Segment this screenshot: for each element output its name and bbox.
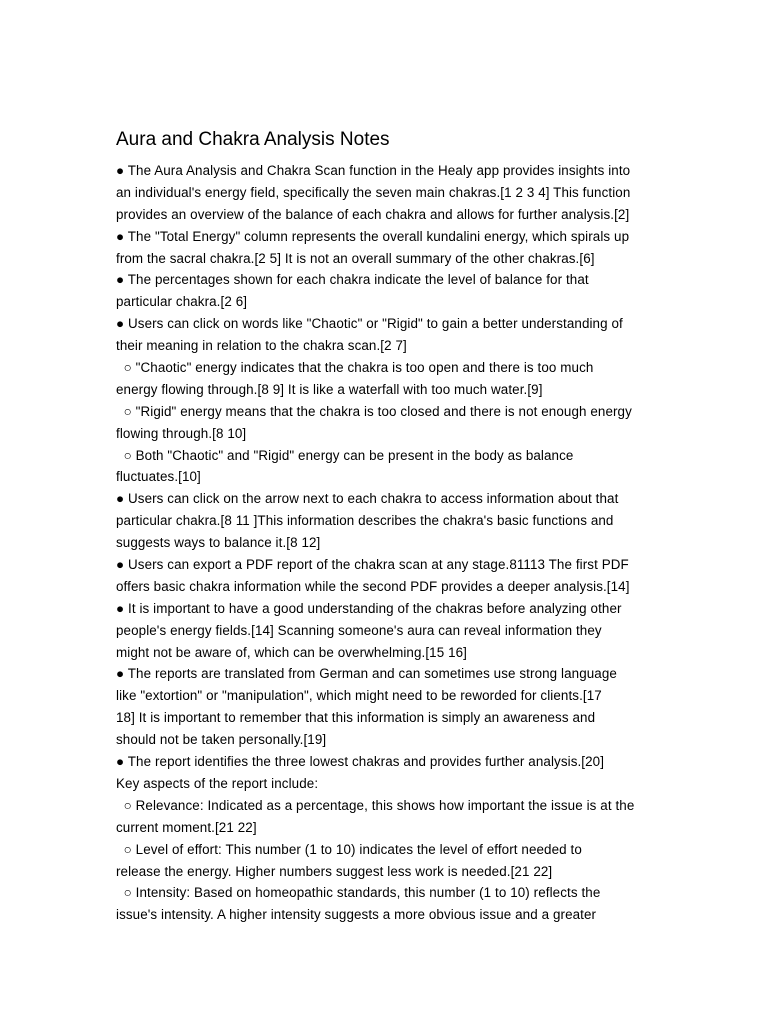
page-title: Aura and Chakra Analysis Notes [116, 129, 390, 150]
text-line: like "extortion" or "manipulation", which might need to be reworded for clients.[17 [116, 688, 602, 704]
text-line: release the energy. Higher numbers suggest less work is needed.[21 22] [116, 863, 553, 879]
text-line: issue's intensity. A higher intensity suggests a more obvious issue and a greater [116, 907, 597, 923]
text-line: ● The reports are translated from German and can sometimes use strong language [116, 666, 617, 682]
text-line: ● It is important to have a good understanding of the chakras before analyzing other [116, 600, 622, 616]
text-line: should not be taken personally.[19] [116, 732, 327, 748]
text-line: 18] It is important to remember that this information is simply an awareness and [116, 710, 596, 726]
text-line: an individual's energy field, specifically the seven main chakras.[1 2 3 4] This function [116, 184, 631, 200]
document-body [116, 128, 661, 926]
text-line: people's energy fields.[14] Scanning someone's aura can reveal information they [116, 622, 602, 638]
text-line: ○ Intensity: Based on homeopathic standards, this number (1 to 10) reflects the [116, 885, 601, 901]
text-line: ● Users can export a PDF report of the chakra scan at any stage.81113 The first PDF [116, 557, 629, 573]
text-line: energy flowing through.[8 9] It is like a waterfall with too much water.[9] [116, 381, 543, 397]
text-line: their meaning in relation to the chakra scan.[2 7] [116, 338, 407, 354]
paragraph-list [116, 160, 661, 926]
text-line: ● Users can click on the arrow next to each chakra to access information about that [116, 491, 619, 507]
text-line: ○ "Rigid" energy means that the chakra is too closed and there is not enough energy [116, 403, 632, 419]
text-line: particular chakra.[2 6] [116, 294, 248, 310]
text-line: fluctuates.[10] [116, 469, 201, 485]
text-line: suggests ways to balance it.[8 12] [116, 535, 321, 551]
text-line: ● The percentages shown for each chakra indicate the level of balance for that [116, 272, 589, 288]
text-line: ● The report identifies the three lowest chakras and provides further analysis.[20] [116, 754, 605, 770]
text-line: ● Users can click on words like "Chaotic" or "Rigid" to gain a better understanding of [116, 316, 623, 332]
text-line: ○ Level of effort: This number (1 to 10) indicates the level of effort needed to [116, 841, 582, 857]
text-line: ● The Aura Analysis and Chakra Scan function in the Healy app provides insights into [116, 163, 631, 178]
text-line: ● The "Total Energy" column represents the overall kundalini energy, which spirals up [116, 228, 630, 244]
text-line: Key aspects of the report include: [116, 775, 319, 791]
text-line: flowing through.[8 10] [116, 425, 247, 441]
text-line: current moment.[21 22] [116, 819, 257, 835]
text-line: ○ Relevance: Indicated as a percentage, this shows how important the issue is at the [116, 797, 635, 813]
text-line: from the sacral chakra.[2 5] It is not an overall summary of the other chakras.[6] [116, 250, 595, 266]
text-line: provides an overview of the balance of each chakra and allows for further analysis.[2] [116, 206, 630, 222]
text-line: particular chakra.[8 11 ]This information describes the chakra's basic functions and [116, 513, 614, 529]
text-line: might not be aware of, which can be overwhelming.[15 16] [116, 644, 467, 660]
text-line: ○ Both "Chaotic" and "Rigid" energy can be present in the body as balance [116, 447, 574, 463]
text-line: offers basic chakra information while the second PDF provides a deeper analysis.[14] [116, 578, 630, 594]
text-line: ○ "Chaotic" energy indicates that the chakra is too open and there is too much [116, 360, 594, 376]
